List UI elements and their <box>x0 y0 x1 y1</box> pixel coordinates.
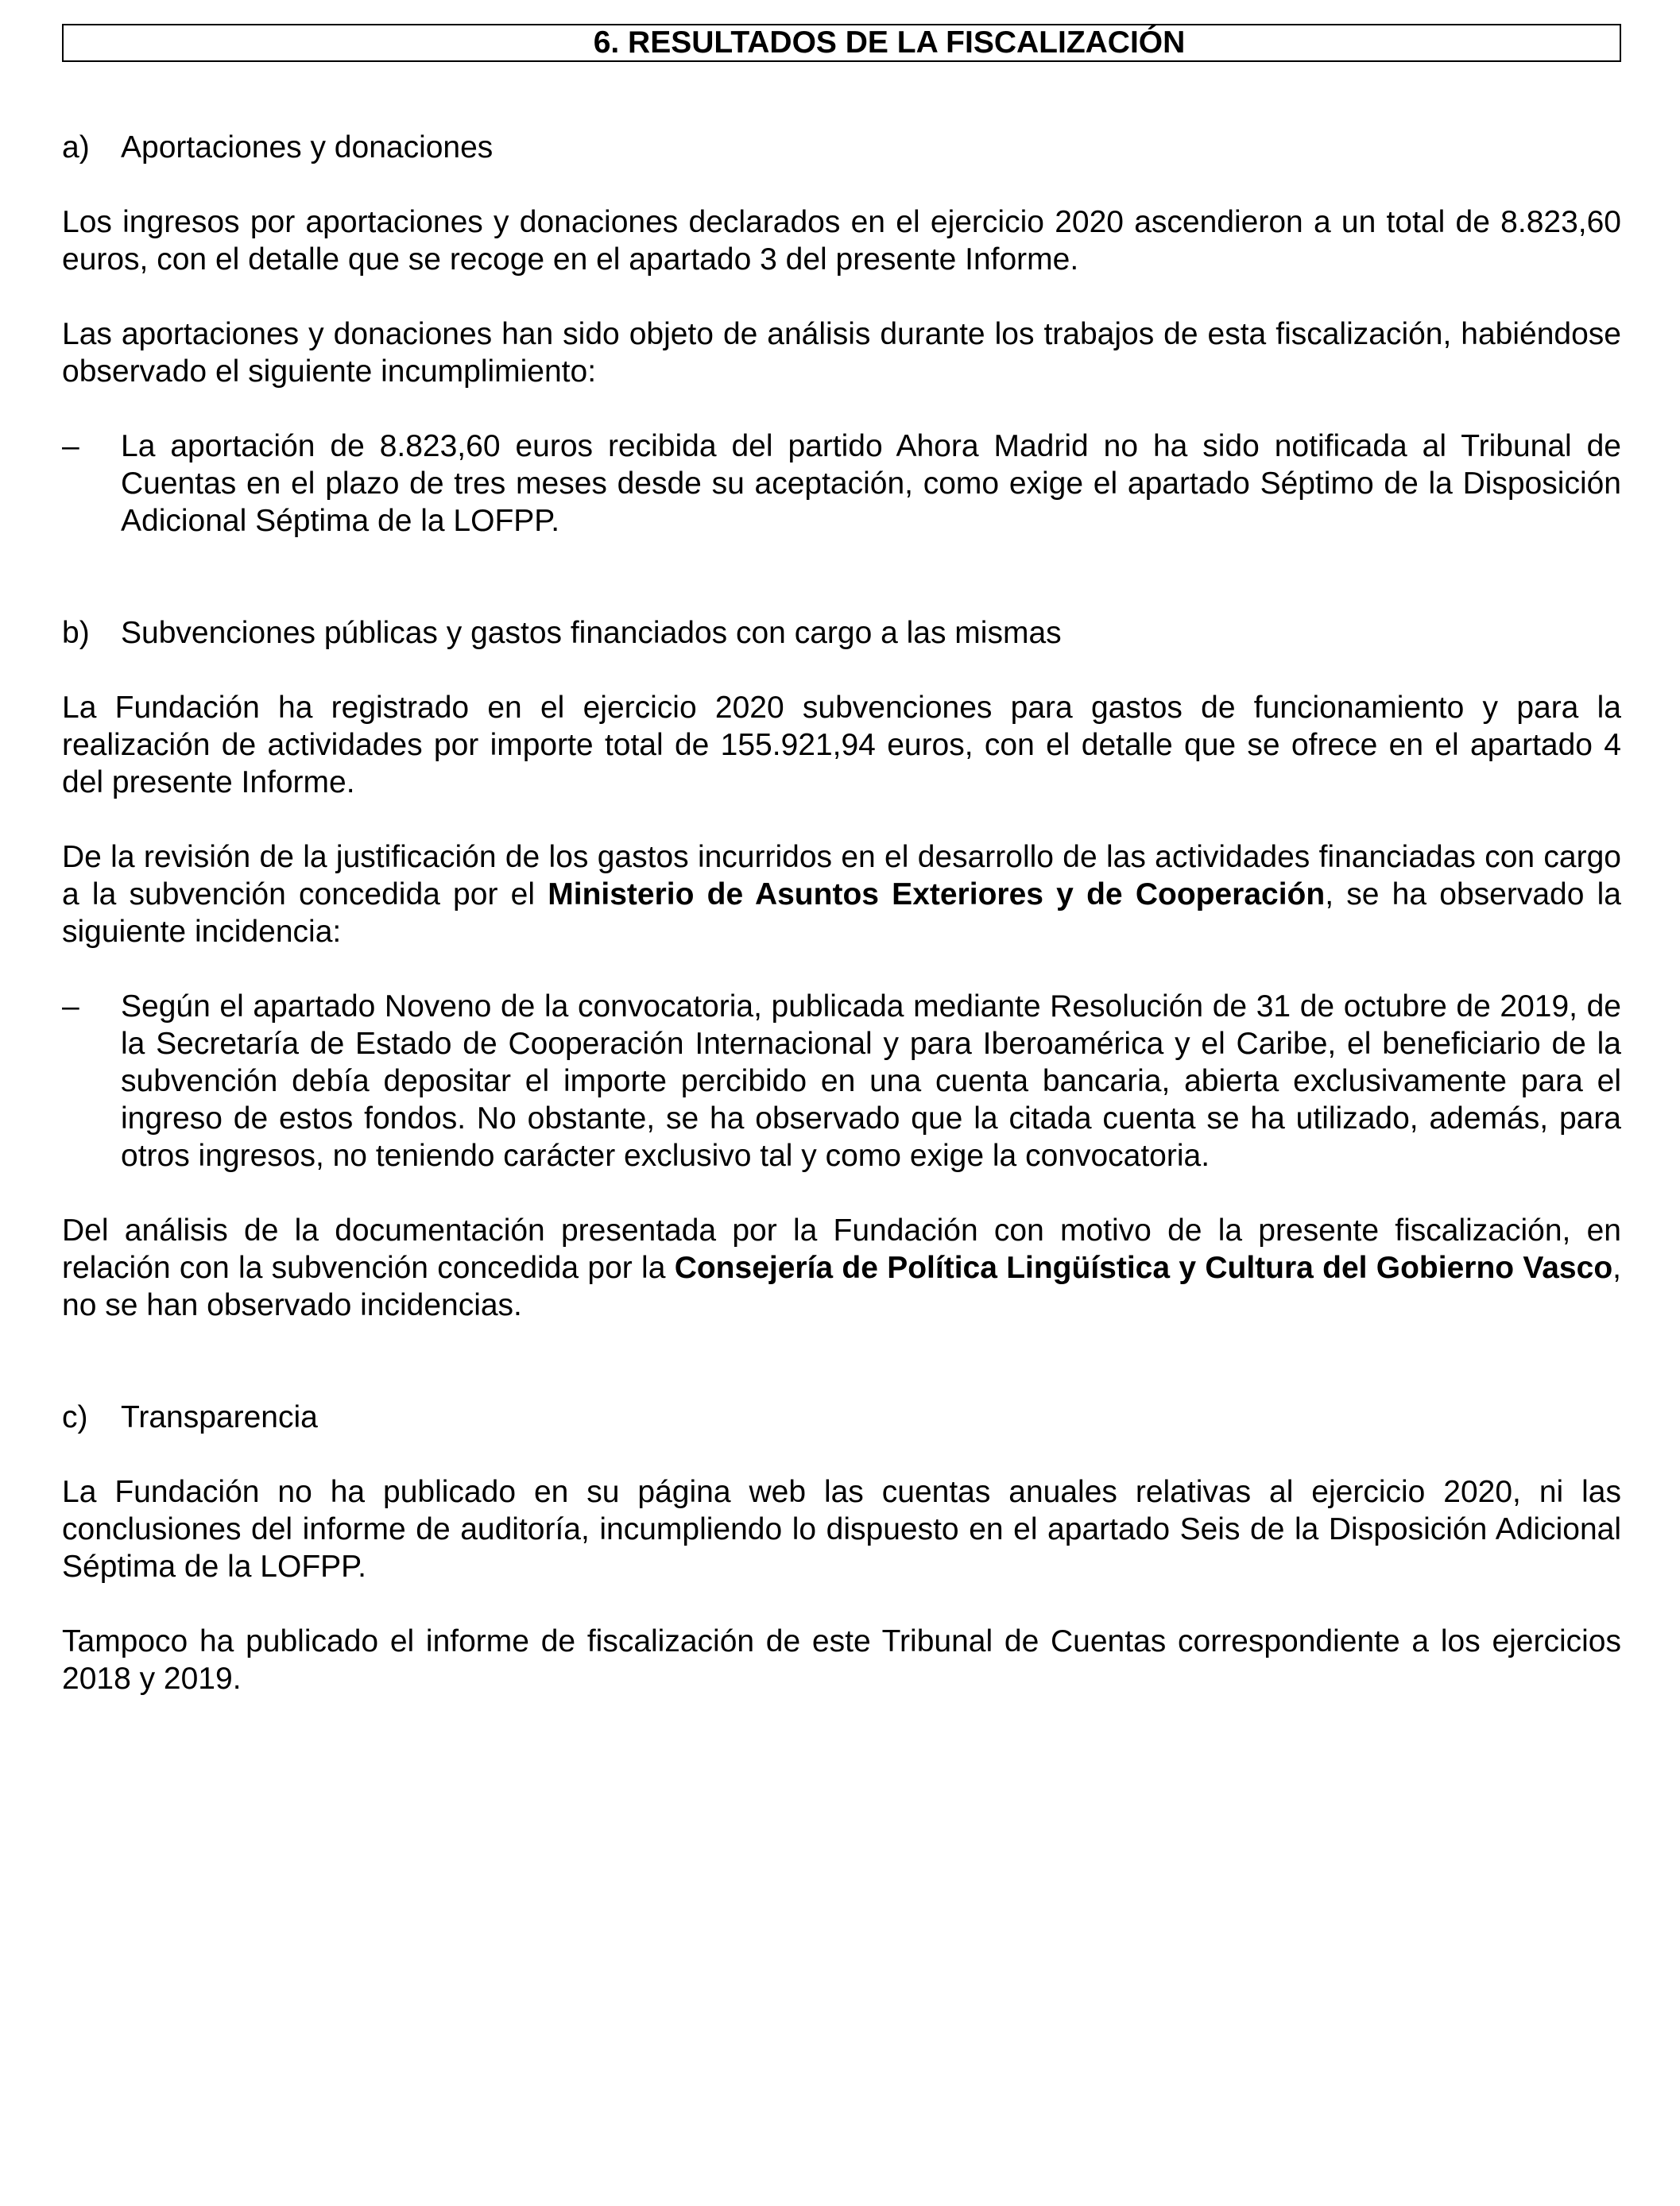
section-b-letter: b) <box>62 616 90 650</box>
section-c-paragraph-2: Tampoco ha publicado el informe de fiscalización de este Tribunal de Cuentas correspondiente a los ejercicios 2018 y 2019. <box>62 1624 1621 1696</box>
consejeria-name: Consejería de Política Lingüística y Cultura del Gobierno Vasco <box>674 1251 1613 1285</box>
section-b-paragraph-2 <box>62 838 1621 950</box>
section-a-title: Aportaciones y donaciones <box>121 130 494 164</box>
section-a-bullet-text: La aportación de 8.823,60 euros recibida del partido Ahora Madrid no ha sido notificada al Tribunal de Cuentas en el plazo de tres meses desde su aceptación, como exige el apartado Séptimo de la Disposición Adicional Séptima de la LOFPP. <box>121 429 1621 538</box>
bullet-dash: – <box>62 429 79 463</box>
section-b-paragraph-3 <box>62 1212 1621 1324</box>
section-c-heading <box>62 1399 1621 1436</box>
ministry-name: Ministerio de Asuntos Exteriores y de Cooperación <box>548 877 1326 911</box>
section-b-title: Subvenciones públicas y gastos financiados con cargo a las mismas <box>121 616 1062 650</box>
section-b-p3-tail: , no se han observado incidencias. <box>62 1251 1621 1322</box>
section-b-p2-tail: , se ha observado la siguiente incidencia: <box>62 877 1621 949</box>
section-a-bullet <box>62 428 1621 540</box>
section-c-title: Transparencia <box>121 1400 318 1434</box>
section-b-p3-text: Del análisis de la documentación presentada por la Fundación con motivo de la presente fiscalización, en relación con la subvención concedida por la <box>62 1213 1621 1285</box>
section-b-p2-text: De la revisión de la justificación de los gastos incurridos en el desarrollo de las actividades financiadas con cargo a la subvención concedida por el <box>62 840 1621 911</box>
section-a-heading <box>62 129 1621 166</box>
page-title: 6. RESULTADOS DE LA FISCALIZACIÓN <box>62 24 1621 62</box>
section-b-bullet-text: Según el apartado Noveno de la convocatoria, publicada mediante Resolución de 31 de octubre de 2019, de la Secretaría de Estado de Cooperación Internacional y para Iberoamérica y el Caribe, el beneficiario de la subvención debía depositar el importe percibido en una cuenta bancaria, abierta exclusivamente para el ingreso de estos fondos. No obstante, se ha observado que la citada cuenta se ha utilizado, además, para otros ingresos, no teniendo carácter exclusivo tal y como exige la convocatoria. <box>121 989 1621 1173</box>
section-a-letter: a) <box>62 130 90 164</box>
section-b-paragraph-1: La Fundación ha registrado en el ejercicio 2020 subvenciones para gastos de funcionamiento y para la realización de actividades por importe total de 155.921,94 euros, con el detalle que se ofrece en el apartado 4 del presente Informe. <box>62 691 1621 799</box>
bullet-dash: – <box>62 989 79 1024</box>
section-c-paragraph-1: La Fundación no ha publicado en su página web las cuentas anuales relativas al ejercicio 2020, ni las conclusiones del informe de auditoría, incumpliendo lo dispuesto en el apartado Seis de la Disposición Adicional Séptima de la LOFPP. <box>62 1475 1621 1584</box>
section-b-heading <box>62 614 1621 652</box>
section-a-paragraph-1: Los ingresos por aportaciones y donaciones declarados en el ejercicio 2020 ascendieron a un total de 8.823,60 euros, con el detalle que se recoge en el apartado 3 del presente Informe. <box>62 205 1621 277</box>
section-b-bullet <box>62 988 1621 1175</box>
section-a-paragraph-2: Las aportaciones y donaciones han sido objeto de análisis durante los trabajos de esta fiscalización, habiéndose observado el siguiente incumplimiento: <box>62 317 1621 389</box>
section-c-letter: c) <box>62 1400 88 1434</box>
document-page <box>62 24 1621 1697</box>
